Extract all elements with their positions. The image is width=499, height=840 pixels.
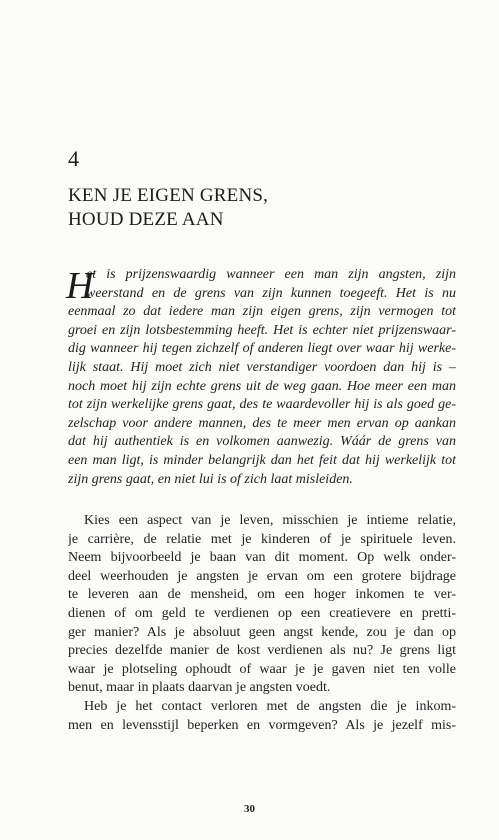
intro-line: dig wanneer hij tegen zichzelf of anderen liegt over waar hij werke- — [68, 341, 456, 357]
intro-line: zijn grens gaat, en niet lui is of zich laat misleiden. — [68, 471, 353, 487]
body-line: men en levensstijl beperken en vormgeven? Als je jezelf mis- — [68, 717, 456, 733]
body-paragraph — [68, 512, 456, 698]
intro-line: et is prijzenswaardig wanneer een man zijn angsten, zijn — [86, 267, 456, 282]
intro-line: een man ligt, is minder belangrijk dan het feit dat hij werkelijk tot — [68, 452, 456, 468]
body-line: deel weerhouden je angsten je ervan om een grotere bijdrage — [68, 568, 456, 584]
body-line: waar je plotseling ophoudt of waar je je gaven niet ten volle — [68, 661, 456, 677]
intro-line: lijk staat. Hij moet zich niet verstandiger voordoen dan hij is – — [68, 359, 456, 375]
body-line: Heb je het contact verloren met de angsten die je inkom- — [84, 698, 456, 714]
intro-line: weerstand en de grens van zijn kunnen toegeeft. Het is nu — [86, 285, 456, 301]
body-line: te leveren aan de mensheid, om een hoger inkomen te ver- — [68, 587, 456, 603]
intro-line: tot zijn werkelijke grens gaat, des te waardevoller hij is als goed ge- — [68, 397, 456, 413]
chapter-number: 4 — [68, 146, 79, 171]
intro-paragraph — [68, 266, 456, 489]
body-paragraph — [68, 698, 456, 735]
intro-line: eenmaal zo dat iedere man zijn eigen grens, zijn vermogen tot — [68, 304, 456, 320]
intro-line: zelschap voor andere mannen, des te meer men ervan op aankan — [68, 415, 456, 431]
body-line: ger manier? Als je absoluut geen angst kende, zou je dan op — [68, 624, 456, 640]
drop-cap: H — [66, 265, 94, 307]
body-line: je carrière, de relatie met je kinderen of je spirituele leven. — [68, 531, 456, 547]
intro-line: noch moet hij zijn echte grens uit de weg gaan. Hoe meer een man — [68, 378, 456, 394]
page-number: 30 — [244, 803, 255, 815]
chapter-title — [68, 184, 448, 232]
intro-line: dat hij authentiek is en volkomen aanwezig. Wáár de grens van — [68, 434, 456, 450]
intro-line: groei en zijn lotsbestemming heeft. Het is echter niet prijzenswaar- — [68, 322, 456, 338]
body-line: dienen of om geld te verdienen op een creatievere en pretti- — [68, 605, 456, 621]
body-line: Kies een aspect van je leven, misschien je intieme relatie, — [84, 513, 456, 528]
chapter-title-line: HOUD DEZE AAN — [68, 209, 224, 230]
body-line: benut, maar in plaats daarvan je angsten voedt. — [68, 680, 331, 696]
body-line: Neem bijvoorbeeld je baan van dit moment. Op welk onder- — [68, 550, 456, 566]
body-line: precies dezelfde manier de kost verdienen als nu? Je grens ligt — [68, 643, 456, 659]
body-text — [68, 512, 456, 735]
chapter-title-line: KEN JE EIGEN GRENS, — [68, 185, 269, 206]
